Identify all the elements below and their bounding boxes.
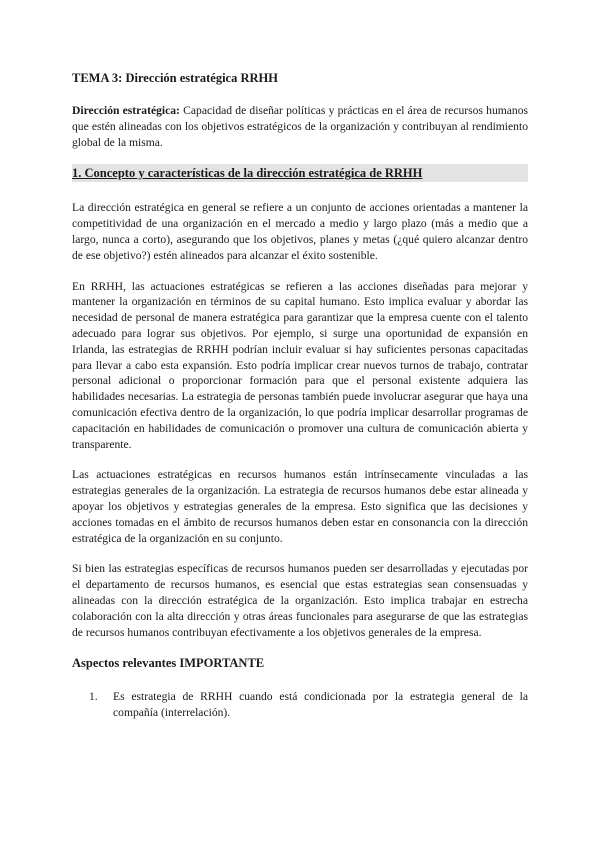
list-item-number: 1. (89, 690, 98, 704)
paragraph-4: Si bien las estrategias específicas de recursos humanos pueden ser desarrolladas y ejecutadas por el departamento de recursos humanos, es esencial que estas estrategias sean consensuadas y alineadas con la dirección estratégica de la organización. Esto implica trabajar en estrecha colaboración con la alta dirección y otras áreas funcionales para asegurarse de que las estrategias de recursos humanos contribuyan efectivamente a los objetivos generales de la empresa. (72, 562, 528, 639)
definition-text: Capacidad de diseñar políticas y prácticas en el área de recursos humanos que estén alineadas con los objetivos estratégicos de la organización y contribuyan al rendimiento global de la misma. (72, 104, 529, 149)
definition-paragraph (72, 103, 528, 150)
paragraph-3: Las actuaciones estratégicas en recursos humanos están intrínsecamente vinculadas a las estrategias generales de la organización. La estrategia de recursos humanos debe estar alineada y apoyar los objetivos y estrategias generales de la empresa. Esto significa que las decisiones y acciones tomadas en el ámbito de recursos humanos deben estar en consonancia con la dirección estratégica de la organización en su conjunto. (72, 468, 528, 545)
definition-term: Dirección estratégica: (72, 104, 180, 117)
aspects-list (72, 689, 528, 721)
aspects-heading: Aspectos relevantes IMPORTANTE (72, 656, 265, 671)
paragraph-2: En RRHH, las actuaciones estratégicas se refieren a las acciones diseñadas para mejorar y mantener la organización en términos de su capital humano. Esto implica evaluar y abordar las necesidad de personal de manera estratégica para garantizar que la empresa cuente con el talento adecuado para lograr sus objetivos. Por ejemplo, si surge una oportunidad de expansión en Irlanda, las estrategias de RRHH podrían incluir evaluar si hay suficientes personas capacitadas para llevar a cabo esta expansión. Esto podría implicar crear nuevos turnos de trabajo, contratar personal adicional o proporcionar formación para que el personal existente adquiera las habilidades necesarias. La estrategia de personas también puede involucrar asegurar que haya una comunicación efectiva dentro de la organización, lo que podría implicar desarrollar programas de capacitación en habilidades de comunicación o promover una cultura de comunicación abierta y transparente. (72, 279, 528, 451)
list-item (89, 689, 528, 721)
section-heading: 1. Concepto y características de la dirección estratégica de RRHH (72, 164, 528, 182)
paragraph-1: La dirección estratégica en general se refiere a un conjunto de acciones orientadas a mantener la competitividad de una organización en el mercado a medio y largo plazo (más a medio que a largo, nunca a corto), asegurando que los objetivos, planes y metas (¿qué quiero alcanzar dentro de ese objetivo?) estén alineados para alcanzar el éxito sostenible. (72, 201, 528, 262)
page-title: TEMA 3: Dirección estratégica RRHH (72, 71, 278, 85)
list-item-text: Es estrategia de RRHH cuando está condicionada por la estrategia general de la compañía (interrelación). (113, 690, 528, 720)
